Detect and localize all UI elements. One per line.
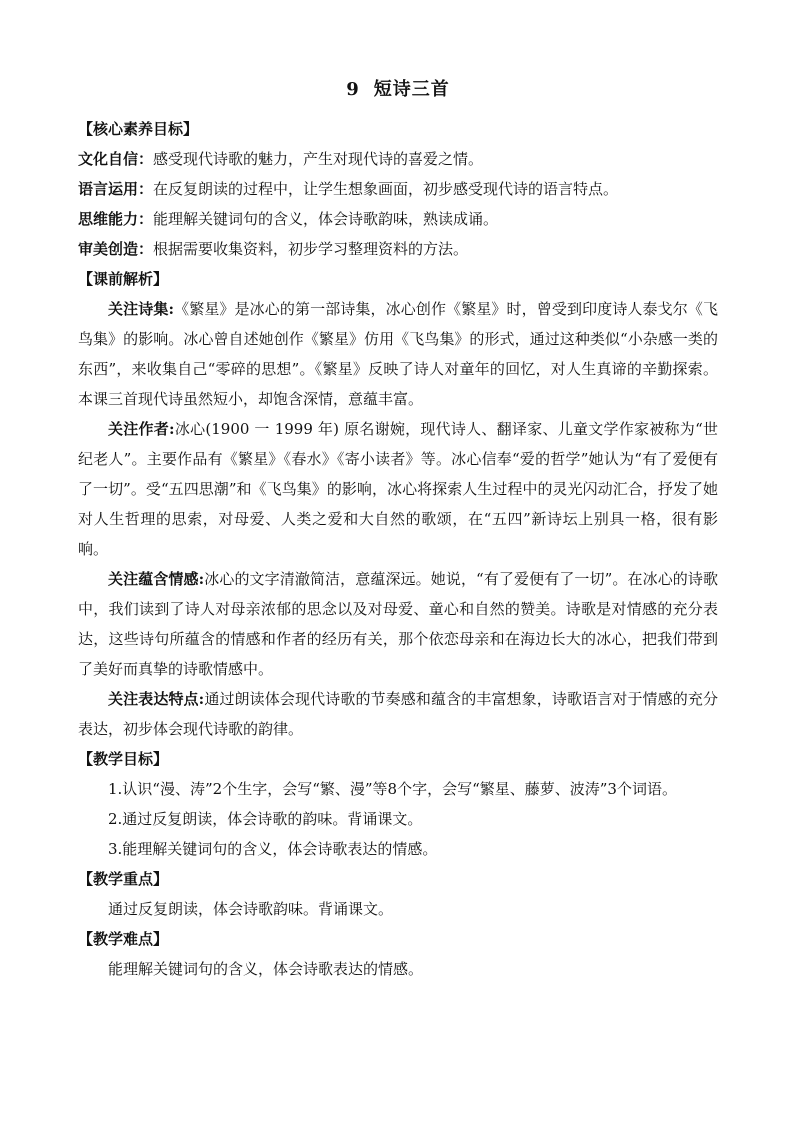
analysis-label: 关注诗集: xyxy=(108,300,174,318)
core-goal-item xyxy=(78,234,718,264)
teaching-goal-item: 2.通过反复朗读，体会诗歌的韵味。背诵课文。 xyxy=(108,810,423,828)
core-goal-label: 文化自信： xyxy=(78,150,154,168)
core-goal-label: 审美创造： xyxy=(78,240,154,258)
core-goal-text: 根据需要收集资料，初步学习整理资料的方法。 xyxy=(153,240,469,258)
key-points-heading: 【教学重点】 xyxy=(78,870,169,888)
analysis-paragraph xyxy=(78,414,718,564)
analysis-text: 通过朗读体会现代诗歌的节奏感和蕴含的丰富想象，诗歌语言对于情感的充分表达，初步体会现代诗歌的韵律。 xyxy=(78,690,718,738)
core-goal-label: 语言运用： xyxy=(78,180,154,198)
analysis-label: 关注作者: xyxy=(108,420,175,438)
lesson-number: 9 xyxy=(346,79,360,100)
teaching-goals-heading: 【教学目标】 xyxy=(78,750,169,768)
lesson-title: 短诗三首 xyxy=(373,79,450,100)
pre-analysis-heading: 【课前解析】 xyxy=(78,270,169,288)
core-goals-heading: 【核心素养目标】 xyxy=(78,120,199,138)
key-points-text: 通过反复朗读，体会诗歌韵味。背诵课文。 xyxy=(108,900,394,918)
teaching-goal-item: 1.认识“漫、涛”2个生字，会写“繁、漫”等8个字，会写“繁星、藤萝、波涛”3个词语。 xyxy=(108,780,677,798)
analysis-label: 关注表达特点: xyxy=(108,690,205,708)
core-goal-text: 感受现代诗歌的魅力，产生对现代诗的喜爱之情。 xyxy=(153,150,484,168)
analysis-label: 关注蕴含情感: xyxy=(108,570,205,588)
analysis-paragraph xyxy=(78,294,718,414)
analysis-text: 《繁星》是冰心的第一部诗集，冰心创作《繁星》时，曾受到印度诗人泰戈尔《飞鸟集》的影响。冰心曾自述她创作《繁星》仿用《飞鸟集》的形式，通过这种类似“小杂感一类的东西”，来收集自己“零碎的思想”。《繁星》反映了诗人对童年的回忆，对人生真谛的辛勤探索。本课三首现代诗虽然短小，却饱含深情，意蕴丰富。 xyxy=(78,300,718,408)
analysis-paragraph xyxy=(78,684,718,744)
difficulties-heading: 【教学难点】 xyxy=(78,930,169,948)
page-title xyxy=(78,74,718,106)
core-goal-item xyxy=(78,204,718,234)
analysis-paragraph xyxy=(78,564,718,684)
difficulties-text: 能理解关键词句的含义，体会诗歌表达的情感。 xyxy=(108,960,424,978)
core-goal-text: 在反复朗读的过程中，让学生想象画面，初步感受现代诗的语言特点。 xyxy=(153,180,619,198)
core-goal-item xyxy=(78,144,718,174)
core-goal-item xyxy=(78,174,718,204)
analysis-text: 冰心(1900 一 1999 年) 原名谢婉，现代诗人、翻译家、儿童文学作家被称为“世纪老人”。主要作品有《繁星》《春水》《寄小读者》等。冰心信奉“爱的哲学”她认为“有了爱便有了一切”。受“五四思潮”和《飞鸟集》的影响，冰心将探索人生过程中的灵光闪动汇合，抒发了她对人生哲理的思索，对母爱、人类之爱和大自然的歌颂，在“五四”新诗坛上别具一格，很有影响。 xyxy=(78,420,719,558)
core-goal-text: 能理解关键词句的含义，体会诗歌韵味，熟读成诵。 xyxy=(153,210,499,228)
core-goal-label: 思维能力： xyxy=(78,210,154,228)
teaching-goal-item: 3.能理解关键词句的含义，体会诗歌表达的情感。 xyxy=(108,840,438,858)
analysis-text: 冰心的文字清澈简洁，意蕴深远。她说，“有了爱便有了一切”。在冰心的诗歌中，我们读到了诗人对母亲浓郁的思念以及对母爱、童心和自然的赞美。诗歌是对情感的充分表达，这些诗句所蕴含的情感和作者的经历有关，那个依恋母亲和在海边长大的冰心，把我们带到了美好而真挚的诗歌情感中。 xyxy=(78,570,718,678)
